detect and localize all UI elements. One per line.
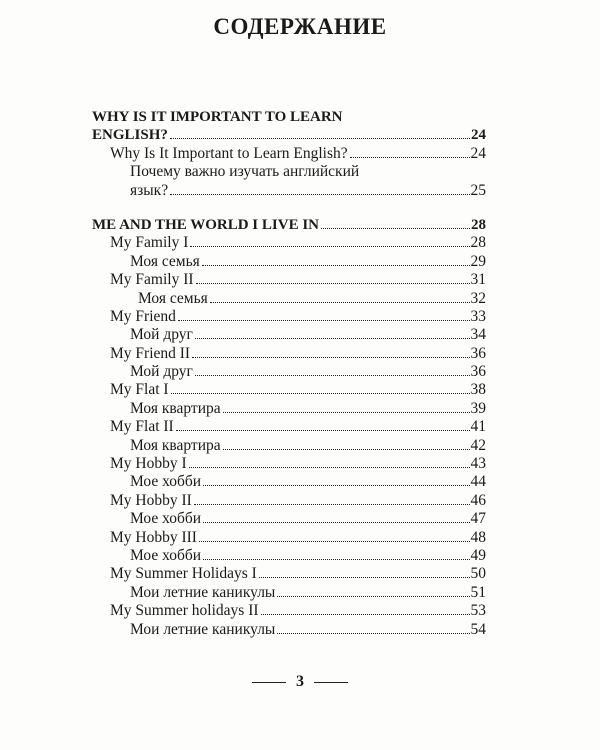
dot-leader — [176, 430, 470, 431]
entry-title: My Family I — [110, 234, 189, 252]
toc-entry — [92, 529, 486, 547]
dot-leader — [210, 302, 470, 303]
toc-entry — [92, 565, 486, 583]
footer-rule-right — [314, 682, 348, 683]
toc-entry — [92, 182, 486, 200]
dot-leader — [171, 393, 470, 394]
dot-leader — [199, 541, 470, 542]
toc-entry — [92, 455, 486, 473]
page-ref: 42 — [470, 436, 486, 454]
dot-leader — [190, 246, 469, 247]
toc-entry — [92, 418, 486, 436]
toc-entry — [92, 621, 486, 639]
toc-entry — [92, 326, 486, 344]
page-ref: 51 — [470, 583, 486, 601]
entry-title: Мое хобби — [130, 473, 202, 491]
toc-entry — [92, 584, 486, 602]
entry-title: My Flat II — [110, 418, 174, 436]
entry-title: My Summer Holidays I — [110, 565, 257, 583]
toc-entry — [92, 510, 486, 528]
page-title: СОДЕРЖАНИЕ — [213, 14, 387, 39]
entry-title: Мои летние каникулы — [130, 583, 276, 601]
toc-entry — [92, 547, 486, 565]
page-ref: 46 — [470, 491, 486, 509]
page-ref: 28 — [470, 234, 486, 252]
toc-entry — [92, 381, 486, 399]
toc-entry — [92, 473, 486, 491]
page-ref: 36 — [470, 363, 486, 381]
page-ref: 47 — [470, 510, 486, 528]
page-ref: 34 — [470, 326, 486, 344]
entry-title: Моя семья — [130, 252, 200, 270]
page-ref: 44 — [470, 473, 486, 491]
page-ref: 33 — [470, 307, 486, 325]
section-me-heading — [92, 216, 486, 234]
toc-entry — [92, 308, 486, 326]
entry-title: Моя квартира — [130, 436, 221, 454]
toc-entry — [92, 271, 486, 289]
dot-leader — [196, 283, 470, 284]
dot-leader — [223, 412, 470, 413]
dot-leader — [189, 467, 470, 468]
dot-leader — [195, 375, 470, 376]
page-ref: 50 — [470, 565, 486, 583]
entry-title: Мое хобби — [130, 546, 202, 564]
footer-rule-left — [252, 682, 286, 683]
table-of-contents — [92, 108, 486, 639]
page-ref: 53 — [470, 602, 486, 620]
entry-title: Моя квартира — [130, 399, 221, 417]
entry-title: My Friend — [110, 307, 176, 325]
page-ref: 36 — [470, 344, 486, 362]
dot-leader — [223, 449, 470, 450]
toc-entry — [92, 602, 486, 620]
toc-entry — [92, 145, 486, 163]
toc-entry — [92, 492, 486, 510]
dot-leader — [203, 522, 469, 523]
page-ref: 41 — [470, 418, 486, 436]
page-ref: 24 — [470, 144, 486, 162]
dot-leader — [277, 596, 469, 597]
dot-leader — [203, 485, 469, 486]
dot-leader — [170, 194, 469, 195]
dot-leader — [170, 138, 470, 139]
toc-entry — [92, 363, 486, 381]
page-ref: 43 — [470, 455, 486, 473]
entry-title: My Summer holidays II — [110, 602, 259, 620]
dot-leader — [195, 338, 470, 339]
page-ref: 39 — [470, 399, 486, 417]
entry-title: My Hobby III — [110, 528, 197, 546]
dot-leader — [178, 320, 470, 321]
toc-entry — [92, 400, 486, 418]
section-why-heading — [92, 108, 486, 145]
entry-title: Мои летние каникулы — [130, 620, 276, 638]
page-ref: 48 — [470, 528, 486, 546]
entry-title: My Friend II — [110, 344, 191, 362]
dot-leader — [277, 633, 469, 634]
entry-title: My Flat I — [110, 381, 169, 399]
toc-entry — [92, 290, 486, 308]
dot-leader — [321, 228, 470, 229]
entry-title: язык? — [130, 181, 169, 199]
entry-title: Мой друг — [130, 363, 193, 381]
dot-leader — [259, 577, 470, 578]
dot-leader — [202, 265, 470, 266]
toc-entry — [92, 234, 486, 252]
dot-leader — [192, 357, 469, 358]
page-footer — [0, 673, 600, 691]
section-heading-row — [92, 126, 486, 144]
section-heading-text: ME AND THE WORLD I LIVE IN — [92, 216, 319, 233]
dot-leader — [194, 504, 470, 505]
entry-title: Мой друг — [130, 326, 193, 344]
toc-entry — [92, 437, 486, 455]
page-ref: 49 — [470, 546, 486, 564]
page-ref: 24 — [471, 127, 486, 144]
dot-leader — [261, 614, 470, 615]
page-ref: 54 — [470, 620, 486, 638]
toc-entry — [92, 253, 486, 271]
dot-leader — [350, 157, 470, 158]
dot-leader — [203, 559, 469, 560]
entry-title: Why Is It Important to Learn English? — [110, 144, 348, 162]
section-heading-text: ENGLISH? — [92, 127, 168, 144]
entry-title: Моя семья — [138, 289, 208, 307]
page-ref: 31 — [470, 271, 486, 289]
page-ref: 32 — [470, 289, 486, 307]
entry-title: My Family II — [110, 271, 194, 289]
entry-title-line: Почему важно изучать английский — [130, 163, 360, 181]
toc-entry — [92, 345, 486, 363]
page-ref: 38 — [470, 381, 486, 399]
entry-title: Мое хобби — [130, 510, 202, 528]
page-ref: 29 — [470, 252, 486, 270]
entry-title: My Hobby II — [110, 491, 192, 509]
section-heading-line: WHY IS IT IMPORTANT TO LEARN — [92, 109, 343, 125]
page-number: 3 — [296, 673, 304, 690]
page-ref: 25 — [470, 181, 486, 199]
page-ref: 28 — [471, 216, 486, 233]
entry-title: My Hobby I — [110, 455, 187, 473]
